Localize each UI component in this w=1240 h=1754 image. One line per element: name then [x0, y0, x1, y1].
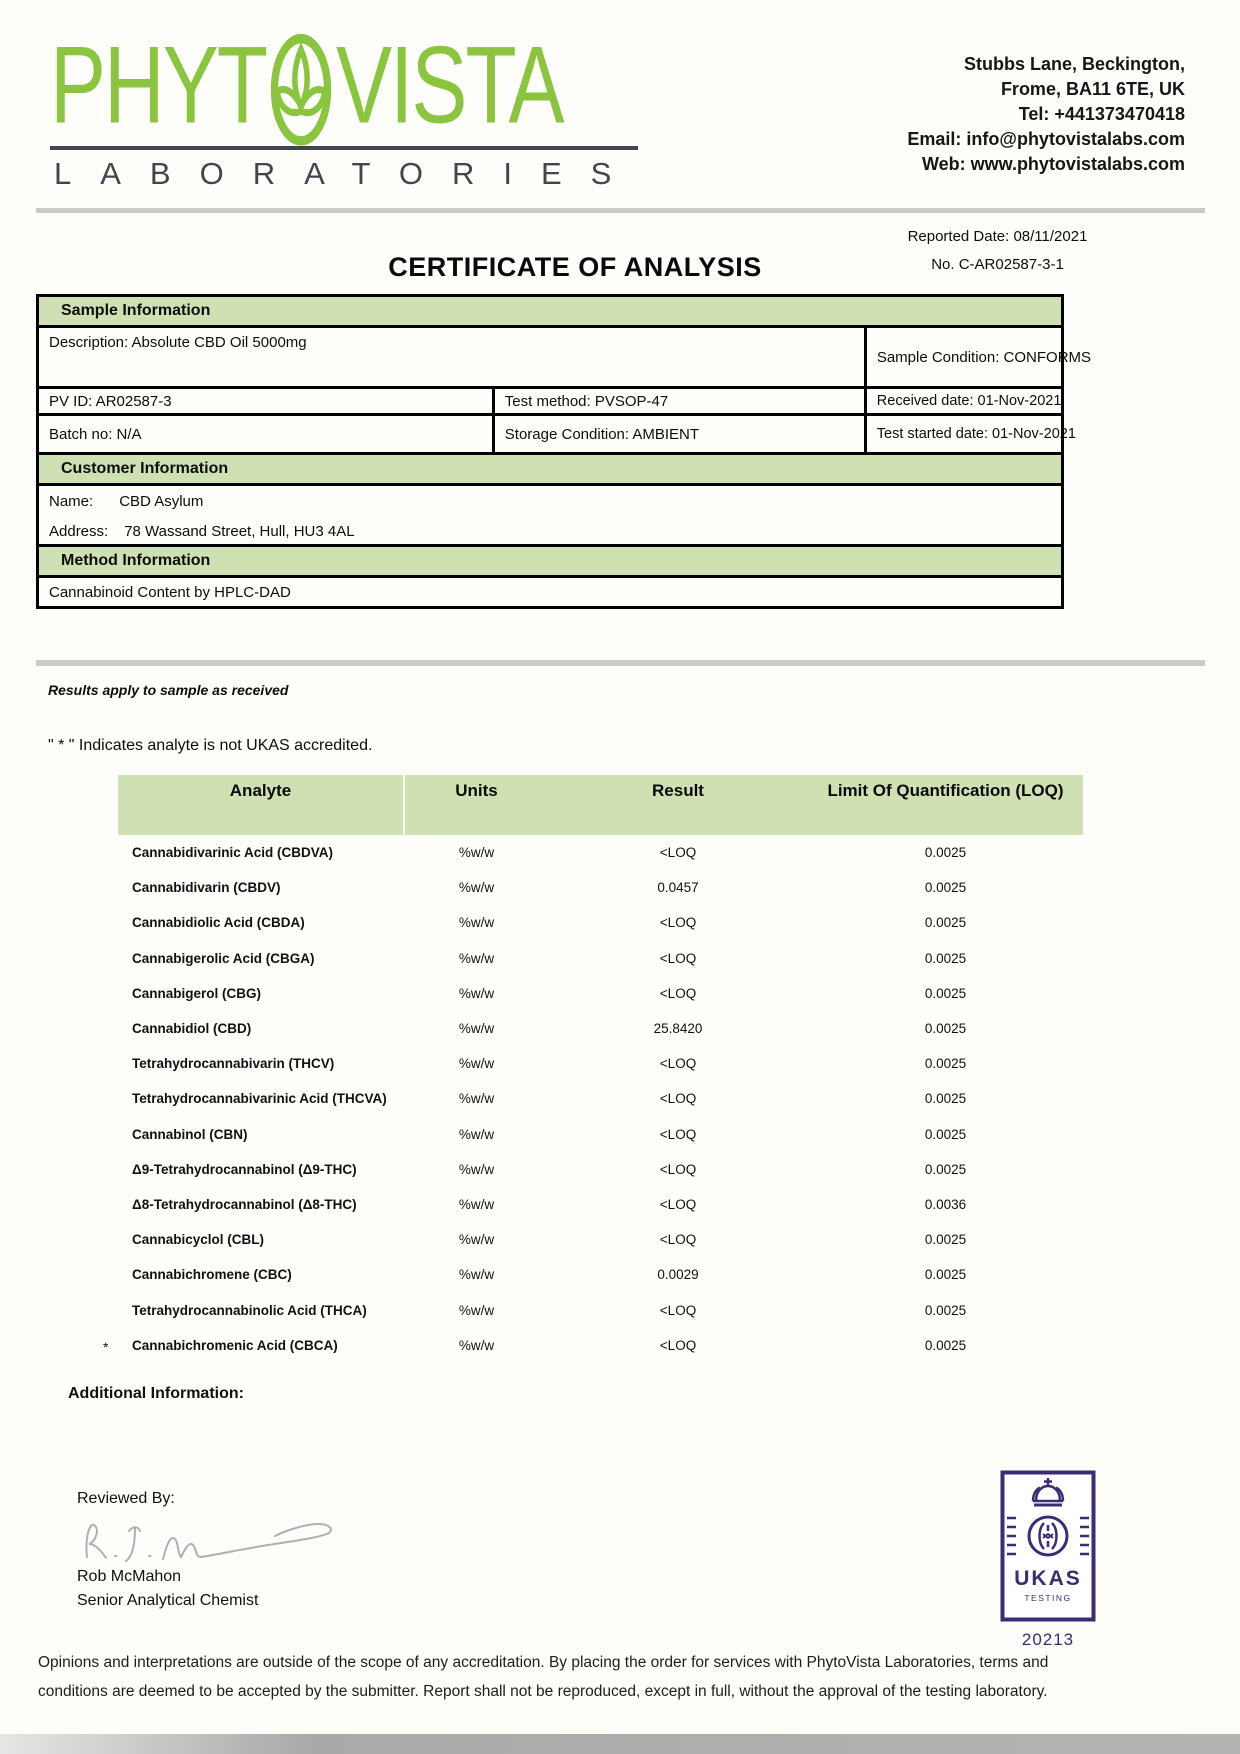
- units-value: %w/w: [458, 915, 495, 931]
- units-value: %w/w: [458, 1302, 495, 1318]
- contact-address-line1: Stubbs Lane, Beckington,: [963, 54, 1185, 74]
- units-value: %w/w: [458, 1232, 495, 1248]
- units-value: %w/w: [458, 1161, 495, 1177]
- analyte-name: Tetrahydrocannabivarin (THCV): [132, 1056, 335, 1072]
- sample-ids-row: [36, 386, 1064, 416]
- contact-email: Email: info@phytovistalabs.com: [907, 129, 1185, 149]
- sample-condition: Sample Condition: CONFORMS: [876, 348, 1092, 366]
- units-value: %w/w: [458, 985, 495, 1001]
- analyte-name: Cannabigerolic Acid (CBGA): [132, 950, 315, 966]
- test-started-date: Test started date: 01-Nov-2021: [876, 426, 1076, 442]
- table-row: [118, 1187, 1083, 1222]
- units-value: %w/w: [458, 1196, 495, 1212]
- analyte-cell: [118, 1232, 405, 1247]
- units-value: %w/w: [458, 1267, 495, 1283]
- contact-phone: Tel: +441373470418: [1018, 104, 1185, 124]
- loq-value: 0.0025: [924, 880, 967, 896]
- header-divider-line: [36, 208, 1205, 213]
- customer-address-value: 78 Wassand Street, Hull, HU3 4AL: [124, 523, 355, 540]
- analyte-cell: [118, 1021, 405, 1036]
- result-value: <LOQ: [659, 1302, 697, 1318]
- loq-value: 0.0025: [924, 1267, 967, 1283]
- section-divider-line: [36, 660, 1205, 666]
- table-row: [118, 1117, 1083, 1152]
- page-title: CERTIFICATE OF ANALYSIS: [388, 252, 762, 282]
- header-result: Result: [652, 781, 704, 800]
- results-rows: [103, 835, 1083, 1363]
- analyte-cell: [118, 1056, 405, 1071]
- analyte-name: Cannabidivarinic Acid (CBDVA): [132, 845, 334, 861]
- method-description: Cannabinoid Content by HPLC-DAD: [36, 575, 1064, 609]
- result-value: 0.0457: [657, 880, 699, 896]
- reviewer-role: Senior Analytical Chemist: [77, 1592, 259, 1609]
- result-value: <LOQ: [659, 1091, 697, 1107]
- table-row: [118, 1257, 1083, 1292]
- analyte-name: Cannabidivarin (CBDV): [132, 880, 281, 896]
- analyte-cell: [118, 1303, 405, 1318]
- brand-text-post: VISTA: [336, 23, 563, 146]
- brand-logo: [50, 23, 563, 147]
- not-accredited-star: *: [103, 1338, 109, 1355]
- loq-value: 0.0025: [924, 1161, 967, 1177]
- result-value: <LOQ: [659, 1126, 697, 1142]
- loq-value: 0.0025: [924, 915, 967, 931]
- signoff-block: [77, 1487, 341, 1613]
- analyte-name: Tetrahydrocannabivarinic Acid (THCVA): [132, 1091, 387, 1107]
- reviewer-name: Rob McMahon: [77, 1568, 182, 1585]
- analyte-cell: [103, 1337, 405, 1355]
- loq-value: 0.0025: [924, 1126, 967, 1142]
- table-row: [118, 976, 1083, 1011]
- report-meta: [880, 228, 1115, 273]
- reviewed-by-label: Reviewed By:: [77, 1490, 175, 1507]
- customer-information-heading: Customer Information: [36, 452, 1064, 486]
- loq-value: 0.0025: [924, 985, 967, 1001]
- table-row: [118, 1222, 1083, 1257]
- info-section: [36, 294, 1092, 609]
- result-value: <LOQ: [659, 1196, 697, 1212]
- table-row: [103, 1328, 1083, 1363]
- table-row: [118, 1292, 1083, 1327]
- result-value: 0.0029: [657, 1267, 699, 1283]
- pv-id: PV ID: AR02587-3: [39, 389, 495, 413]
- customer-name-value: CBD Asylum: [119, 493, 204, 510]
- analyte-name: Tetrahydrocannabinolic Acid (THCA): [132, 1302, 367, 1318]
- result-value: <LOQ: [659, 1232, 697, 1248]
- result-value: <LOQ: [659, 1161, 697, 1177]
- result-value: <LOQ: [659, 985, 697, 1001]
- analyte-cell: [118, 1197, 405, 1212]
- table-row: [118, 1046, 1083, 1081]
- units-value: %w/w: [458, 1056, 495, 1072]
- loq-value: 0.0025: [924, 1021, 967, 1037]
- analyte-name: Cannabinol (CBN): [132, 1126, 248, 1142]
- customer-name-line: [49, 493, 1051, 510]
- sample-batch-row: [36, 413, 1076, 455]
- analyte-cell: [118, 1267, 405, 1282]
- loq-value: 0.0025: [924, 950, 967, 966]
- ukas-sublabel-text: TESTING: [1024, 1593, 1072, 1603]
- result-value: <LOQ: [659, 950, 697, 966]
- analyte-name: Cannabigerol (CBG): [132, 985, 262, 1001]
- table-row: [118, 941, 1083, 976]
- units-value: %w/w: [458, 1337, 495, 1353]
- units-value: %w/w: [458, 950, 495, 966]
- customer-address-label: Address:: [49, 523, 109, 540]
- analyte-cell: [118, 1091, 405, 1106]
- analyte-cell: [118, 986, 405, 1001]
- footer-disclaimer: Opinions and interpretations are outside of the scope of any accreditation. By placing the order for services with PhytoVista Laboratories, terms and conditions are deemed to be accepted by the submitter. Report shall not be reproduced, except in full, without the approval of the testing laboratory.: [38, 1654, 1049, 1700]
- result-value: <LOQ: [659, 1056, 697, 1072]
- brand-underline: [50, 146, 638, 150]
- loq-value: 0.0025: [924, 1337, 967, 1353]
- analyte-name: Δ9-Tetrahydrocannabinol (Δ9-THC): [132, 1161, 357, 1177]
- reported-date: Reported Date: 08/11/2021: [907, 228, 1088, 245]
- loq-value: 0.0025: [924, 1302, 967, 1318]
- results-apply-note: Results apply to sample as received: [48, 682, 289, 698]
- contact-web: Web: www.phytovistalabs.com: [921, 154, 1185, 174]
- table-row: [118, 870, 1083, 905]
- analyte-name: Cannabidiolic Acid (CBDA): [132, 915, 305, 931]
- analyte-name: Cannabicyclol (CBL): [132, 1232, 265, 1248]
- customer-details: [36, 483, 1064, 547]
- signature-image: [79, 1515, 341, 1563]
- result-value: <LOQ: [659, 845, 697, 861]
- header-units: Units: [455, 781, 498, 800]
- ukas-accreditation-mark: [1000, 1470, 1096, 1650]
- units-value: %w/w: [458, 1091, 495, 1107]
- accreditation-note: " * " Indicates analyte is not UKAS accredited.: [48, 737, 373, 754]
- result-value: <LOQ: [659, 1337, 697, 1353]
- ukas-testing-logo-icon: [1000, 1470, 1096, 1622]
- loq-value: 0.0025: [924, 1091, 967, 1107]
- analyte-cell: [118, 915, 405, 930]
- units-value: %w/w: [458, 845, 495, 861]
- header-loq: Limit Of Quantification (LOQ): [827, 781, 1064, 800]
- sample-description: Description: Absolute CBD Oil 5000mg: [39, 328, 867, 386]
- ukas-accreditation-number: 20213: [1021, 1630, 1075, 1649]
- certificate-number: No. C-AR02587-3-1: [931, 256, 1064, 273]
- loq-value: 0.0025: [924, 1232, 967, 1248]
- analyte-name: Cannabidiol (CBD): [132, 1021, 252, 1037]
- loq-value: 0.0025: [924, 845, 967, 861]
- additional-information-label: Additional Information:: [68, 1385, 244, 1402]
- sample-description-row: [36, 325, 1092, 389]
- brand-subtitle: LABORATORIES: [54, 156, 641, 191]
- analyte-cell: [118, 1127, 405, 1142]
- leaf-icon: [269, 33, 333, 147]
- sample-information-heading: Sample Information: [36, 294, 1064, 328]
- test-method: Test method: PVSOP-47: [495, 389, 867, 413]
- method-information-heading: Method Information: [36, 544, 1064, 578]
- analyte-name: Δ8-Tetrahydrocannabinol (Δ8-THC): [132, 1196, 357, 1212]
- analyte-cell: [118, 951, 405, 966]
- analyte-name: Cannabichromenic Acid (CBCA): [132, 1337, 338, 1353]
- results-table-header: [118, 775, 1083, 835]
- header-analyte: Analyte: [118, 775, 405, 835]
- analyte-cell: [118, 1162, 405, 1177]
- loq-value: 0.0036: [924, 1196, 967, 1212]
- scan-edge-artifact: [0, 1734, 1240, 1754]
- analyte-name: Cannabichromene (CBC): [132, 1267, 292, 1283]
- units-value: %w/w: [458, 880, 495, 896]
- lab-contact-block: [907, 52, 1185, 177]
- units-value: %w/w: [458, 1126, 495, 1142]
- result-value: 25.8420: [653, 1021, 703, 1037]
- brand-text-pre: PHYT: [50, 23, 267, 146]
- batch-no: Batch no: N/A: [39, 416, 495, 452]
- table-row: [118, 1081, 1083, 1116]
- analyte-cell: [118, 880, 405, 895]
- customer-name-label: Name:: [49, 493, 94, 510]
- customer-address-line: [49, 523, 1051, 540]
- received-date: Received date: 01-Nov-2021: [876, 393, 1062, 409]
- ukas-label-text: UKAS: [1014, 1567, 1082, 1590]
- storage-condition: Storage Condition: AMBIENT: [495, 416, 867, 452]
- units-value: %w/w: [458, 1021, 495, 1037]
- table-row: [118, 1011, 1083, 1046]
- results-table: [103, 775, 1083, 1363]
- loq-value: 0.0025: [924, 1056, 967, 1072]
- table-row: [118, 835, 1083, 870]
- contact-address-line2: Frome, BA11 6TE, UK: [1000, 79, 1185, 99]
- table-row: [118, 905, 1083, 940]
- table-row: [118, 1152, 1083, 1187]
- result-value: <LOQ: [659, 915, 697, 931]
- analyte-cell: [118, 845, 405, 860]
